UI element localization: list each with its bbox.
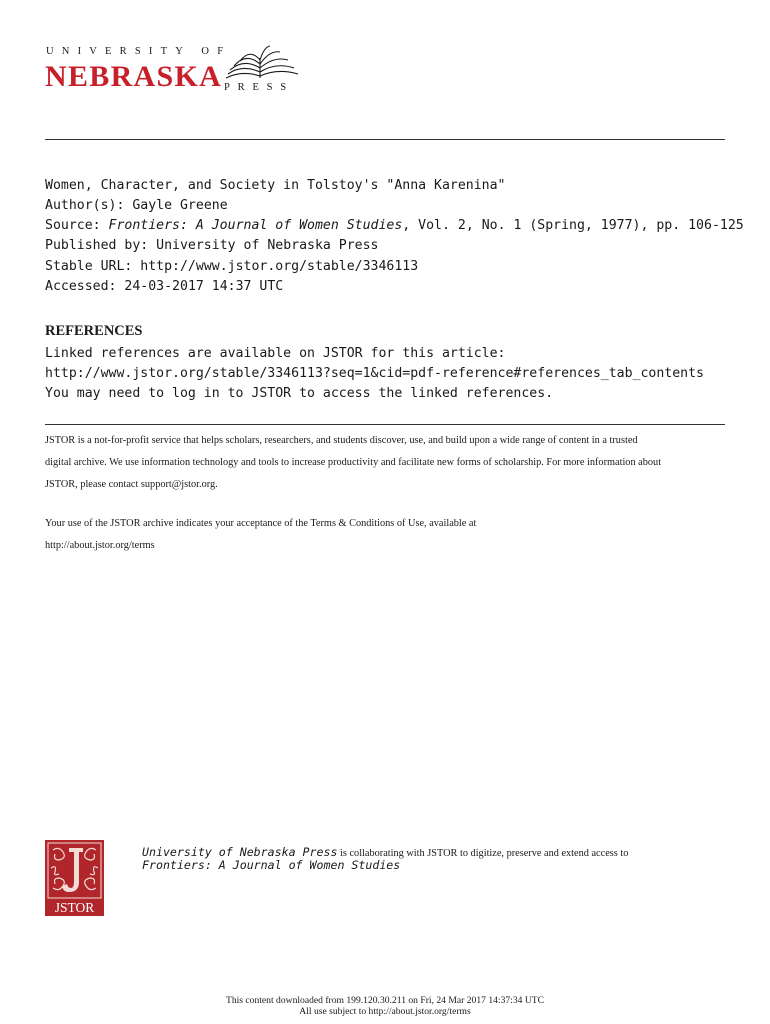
references-login-note: You may need to log in to JSTOR to access the linked references. [45, 386, 554, 401]
open-book-icon [224, 44, 300, 82]
references-intro: Linked references are available on JSTOR for this article: [45, 346, 506, 361]
notice-paragraph-2-line-1: Your use of the JSTOR archive indicates your acceptance of the Terms & Conditions of Use, available at [45, 518, 477, 529]
accessed-line [45, 279, 283, 294]
author-label: Author(s): [45, 198, 125, 213]
notice-paragraph-1-line-3: JSTOR, please contact support@jstor.org. [45, 479, 218, 490]
publisher-line [45, 238, 378, 253]
collaboration-text: is collaborating with JSTOR to digitize, preserve and extend access to [337, 848, 629, 859]
accessed-label: Accessed: [45, 279, 117, 294]
source-line [45, 218, 744, 233]
stable-url-line [45, 259, 418, 274]
collaboration-line-2 [142, 856, 400, 874]
source-details: , Vol. 2, No. 1 (Spring, 1977), pp. 106-125 [402, 218, 744, 233]
terms-link[interactable]: http://about.jstor.org/terms [45, 540, 155, 551]
jstor-logo-icon [45, 840, 104, 916]
download-footer-line-1: This content downloaded from 199.120.30.211 on Fri, 24 Mar 2017 14:37:34 UTC [225, 995, 545, 1006]
publisher-logo-top-text: UNIVERSITY OF [46, 46, 232, 57]
stable-url-link[interactable]: http://www.jstor.org/stable/3346113 [140, 259, 419, 274]
stable-url-label: Stable URL: [45, 259, 133, 274]
notice-paragraph-1-line-2: digital archive. We use information technology and tools to increase productivity and facilitate new forms of scholarship. For more information about [45, 457, 662, 468]
collaboration-journal: Frontiers: A Journal of Women Studies [142, 858, 401, 872]
publisher-logo-main-text: NEBRASKA [45, 60, 223, 93]
author-name: Gayle Greene [132, 198, 228, 213]
source-journal: Frontiers: A Journal of Women Studies [108, 218, 403, 233]
publisher-name: University of Nebraska Press [156, 238, 379, 253]
published-by-label: Published by: [45, 238, 149, 253]
article-title: Women, Character, and Society in Tolstoy's "Anna Karenina" [45, 178, 506, 193]
jstor-logo-text: JSTOR [54, 900, 95, 915]
collaboration-publisher: University of Nebraska Press [142, 845, 338, 859]
references-link[interactable]: http://www.jstor.org/stable/3346113?seq=1&cid=pdf-reference#references_tab_contents [45, 366, 704, 381]
references-divider [45, 424, 725, 425]
download-footer-line-2: All use subject to http://about.jstor.org/terms [299, 1006, 471, 1017]
accessed-date: 24-03-2017 14:37 UTC [124, 279, 284, 294]
author-line [45, 198, 228, 213]
notice-paragraph-1-line-1: JSTOR is a not-for-profit service that helps scholars, researchers, and students discover, use, and build upon a wide range of content in a trusted [45, 435, 638, 446]
source-label: Source: [45, 218, 101, 233]
references-heading: REFERENCES [45, 323, 143, 339]
publisher-logo-press-text: PRESS [224, 82, 294, 93]
top-divider [45, 139, 725, 140]
